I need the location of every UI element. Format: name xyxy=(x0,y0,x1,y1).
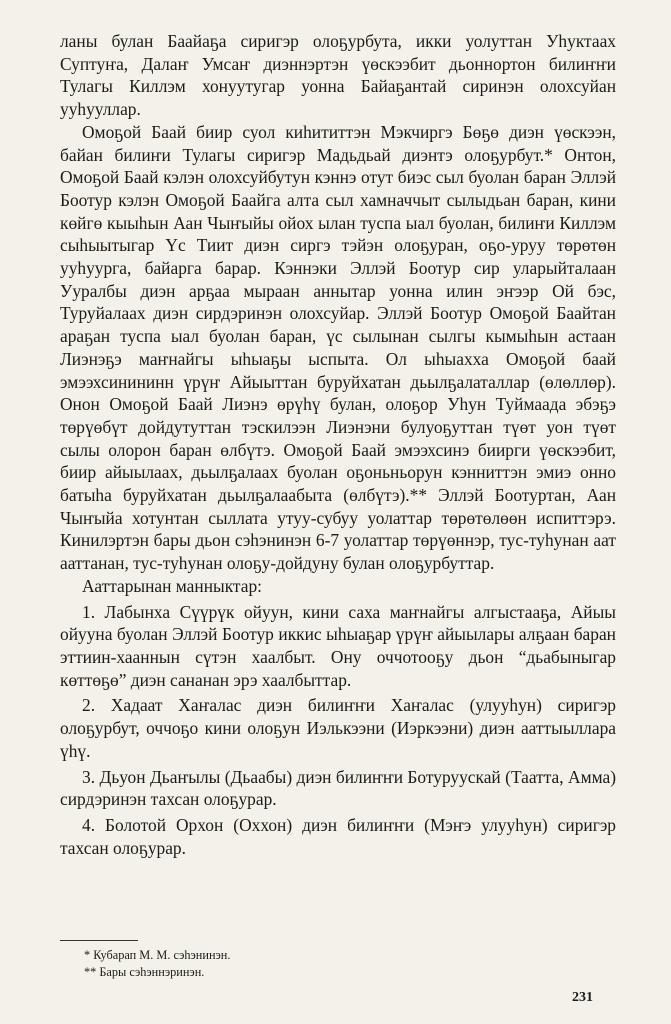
footnote-1: * Кубарап М. М. сэһэнинэн. xyxy=(84,948,231,962)
paragraph-names-intro: Ааттарынан манныктар: xyxy=(82,575,262,596)
list-item-1: 1. Лабынха Сүүрүк ойуун, кини саха маҥнайгы алгыстааҕа, Айыы ойууна буолан Эллэй Боотур иккис ыһыаҕар үрүҥ айыылары алҕаан баран эттиин-хааннын сүтэн хаалбыт. Ону оччотооҕу дьон “дьабыныгар көттөҕө” диэн сананан эрэ хаалбыттар. xyxy=(60,601,616,690)
list-item-4: 4. Болотой Орхон (Оххон) диэн билиҥҥи (Мэҥэ улууһун) сиригэр тахсан олоҕурар. xyxy=(60,814,616,858)
list-item-2: 2. Хадаат Хаҥалас диэн билиҥҥи Хаҥалас (улууһун) сиригэр олоҕурбут, оччоҕо кини олоҕун Иэлькээни (Иэркээни) диэн ааттыыллара үһү. xyxy=(60,695,616,761)
footnotes xyxy=(84,947,230,981)
body-text xyxy=(60,30,616,859)
paragraph-omogoy-baai: Омоҕой Баай биир суол киһититтэн Мэкчиргэ Бөҕө диэн үөскээн, байан билиҥи Тулагы сиригэр Мадьдьай диэнтэ олоҕурбут.* Онтон, Омоҕой Баай кэлэн олохсуйбутун кэннэ отут биэс сыл буолан баран Эллэй Боотур кэлэн Омоҕой Баайга алта сыл хамначчыт сылыдьан баран, кини көйгө кыыһын Аан Чыҥыйы ойох ылан туспа ыал буолан, билиҥи Киллэм сыһыытыгар Үс Тиит диэн сиргэ тэйэн олоҕуран, оҕо-уруу төрөтөн ууһуурга, байарга барар. Кэннэки Эллэй Боотур сир уларыйталаан Ууралбы диэн арҕаа мыраан аннытар уонна илин эҥээр Ой бэс, Туруйалаах диэн сирдэринэн олохсуйар. Эллэй Боотур Омоҕой Баайтан араҕан туспа ыал буолан баран, үс сылынан сылгы кымыһын астаан Лиэнэҕэ маҥнайгы ыһыаҕы ыспыта. Ол ыһыахха Омоҕой баай эмээхсинининн үрүҥ Айыыттан буруйхатан дьылҕалаталлар (өлөллөр). Онон Омоҕой Баай Лиэнэ өрүһү булан, олоҕор Уһун Туймаада эбэҕэ төрүөбүт дойдутуттан тэскилээн Лиэнэни булуоҕуттан түөт уон түөт сылы олорон баран өлбүтэ. Омоҕой Баай эмээхсинэ биирги үөскээбит, биир айыылаах, дьылҕалаах буолан оҕоньньорун кэнниттэн эмиэ онно батыһа буруйхатан дьылҕалаабыта (өлбүтэ).** Эллэй Боотуртан, Аан Чыҥыйа хотунтан сыллата утуу-субуу уолаттар төрөтөлөөн испиттэрэ. Кинилэртэн бары дьон сэһэнинэн 6-7 уолаттар төрүөннэр, тус-туһунан аат ааттанан, тус-туһунан олоҕу-дойдуну булан олоҕурбуттар. xyxy=(60,121,616,574)
footnote-divider xyxy=(60,940,138,941)
page-number: 231 xyxy=(572,990,593,1005)
footnote-2: ** Бары сэһэннэринэн. xyxy=(84,965,205,979)
list-item-3: 3. Дьуон Дьаҥылы (Дьаабы) диэн билиҥҥи Ботуруускай (Таатта, Амма) сирдэринэн тахсан олоҕурар. xyxy=(60,766,616,810)
paragraph-continuation: ланы булан Баайаҕа сиригэр олоҕурбута, икки уолуттан Уһуктаах Суптуҥа, Далаҥ Умсаҥ диэннэртэн үөскээбит дьоннортон билиҥҥи Тулагы Киллэм хонуутугар уонна Байаҕантай сиринэн олохсуйан ууһууллар. xyxy=(60,31,616,120)
